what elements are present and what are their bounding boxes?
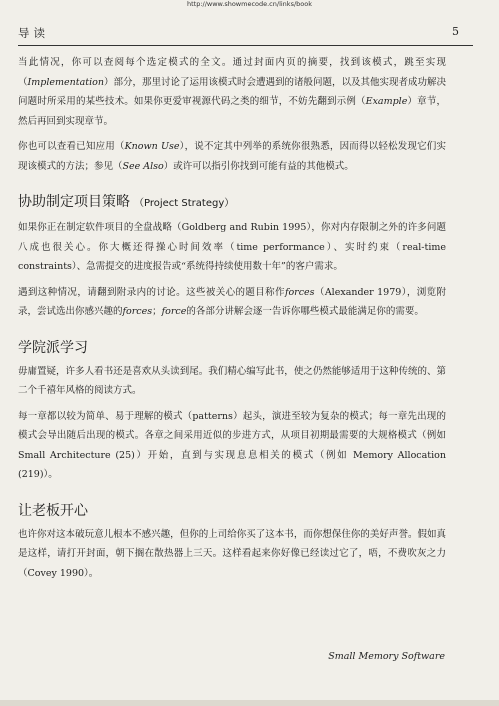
project-strategy-paragraph-1: 如果你正在制定软件项目的全盘战略（Goldberg and Rubin 1995），你对内存限制之外的许多问题八成也很关心。你大概还得操心时间效率（time performance）、实时约束（real-time constraints）、急需提交的进度报告或“系统得持续使用数十年”的客户需求。 [18,222,446,272]
term-implementation: Implementation [27,76,104,88]
term-force: force [161,306,187,317]
intro-paragraph-implementation: 当此情况，你可以查阅每个选定模式的全文。通过封面内页的摘要，找到该模式，跳至实现（Implementation）部分，那里讨论了运用该模式时会遭遇到的诸般问题，以及其他实现者成功解决问题时所采用的某些技术。如果你更爱审视源代码之类的细节，不妨先翻到示例（Example）章节，然后再回到实现章节。 [18,57,446,127]
running-head [18,20,473,40]
term-see-also: See Also [122,160,164,172]
footer-book-title: Small Memory Software [328,651,445,662]
academic-paragraph-1: 毋庸置疑，许多人看书还是喜欢从头读到尾。我们精心编写此书，使之仍然能够适用于这种传统的、第二个千禧年风格的阅读方式。 [18,365,446,396]
source-url: http://www.showmecode.cn/links/book [186,0,312,8]
heading-project-strategy-en: （Project Strategy） [134,198,235,209]
term-forces: forces [284,286,315,298]
term-forces-2: forces [122,306,153,317]
project-strategy-paragraph-2: 遇到这种情况，请翻到附录内的讨论。这些被关心的题目称作forces（Alexander 1979），浏览附录，尝试选出你感兴趣的forces；force的各部分讲解会逐一告诉你哪些模式最能满足你的需要。 [18,286,446,317]
page-number: 5 [452,25,459,38]
academic-paragraph-2: 每一章都以较为简单、易于理解的模式（patterns）起头，演进至较为复杂的模式；每一章先出现的模式会导出随后出现的模式。各章之间采用近似的步进方式，从项目初期最需要的大规格模式（例如 Small Architecture (25)）开始，直到与实现息息相关的模式（例如 Memory Allocation (219)）。 [18,410,446,480]
page-body [18,53,446,589]
term-known-use: Known Use [124,141,180,152]
heading-project-strategy: 协助制定项目策略 （Project Strategy） [18,194,235,210]
boss-paragraph: 也许你对这本破玩意儿根本不感兴趣，但你的上司给你买了这本书，而你想保住你的美好声誉。假如真是这样，请打开封面，朝下搁在散热器上三天。这样看起来你好像已经读过它了，唔，不费吹灰之力（Covey 1990）。 [18,528,446,579]
term-example: Example [365,96,408,107]
book-page [18,20,473,704]
heading-academic-learning: 学院派学习 [18,339,88,356]
heading-please-boss: 让老板开心 [18,502,88,519]
section-label: 导读 [18,26,49,40]
header-rule [18,45,473,46]
intro-paragraph-known-uses: 你也可以查看已知应用（Known Use），说不定其中列举的系统你很熟悉，因而得以轻松发现它们实现该模式的方法；参见（See Also）或许可以指引你找到可能有益的其他模式。 [18,141,446,172]
page-bottom-edge [0,700,499,706]
